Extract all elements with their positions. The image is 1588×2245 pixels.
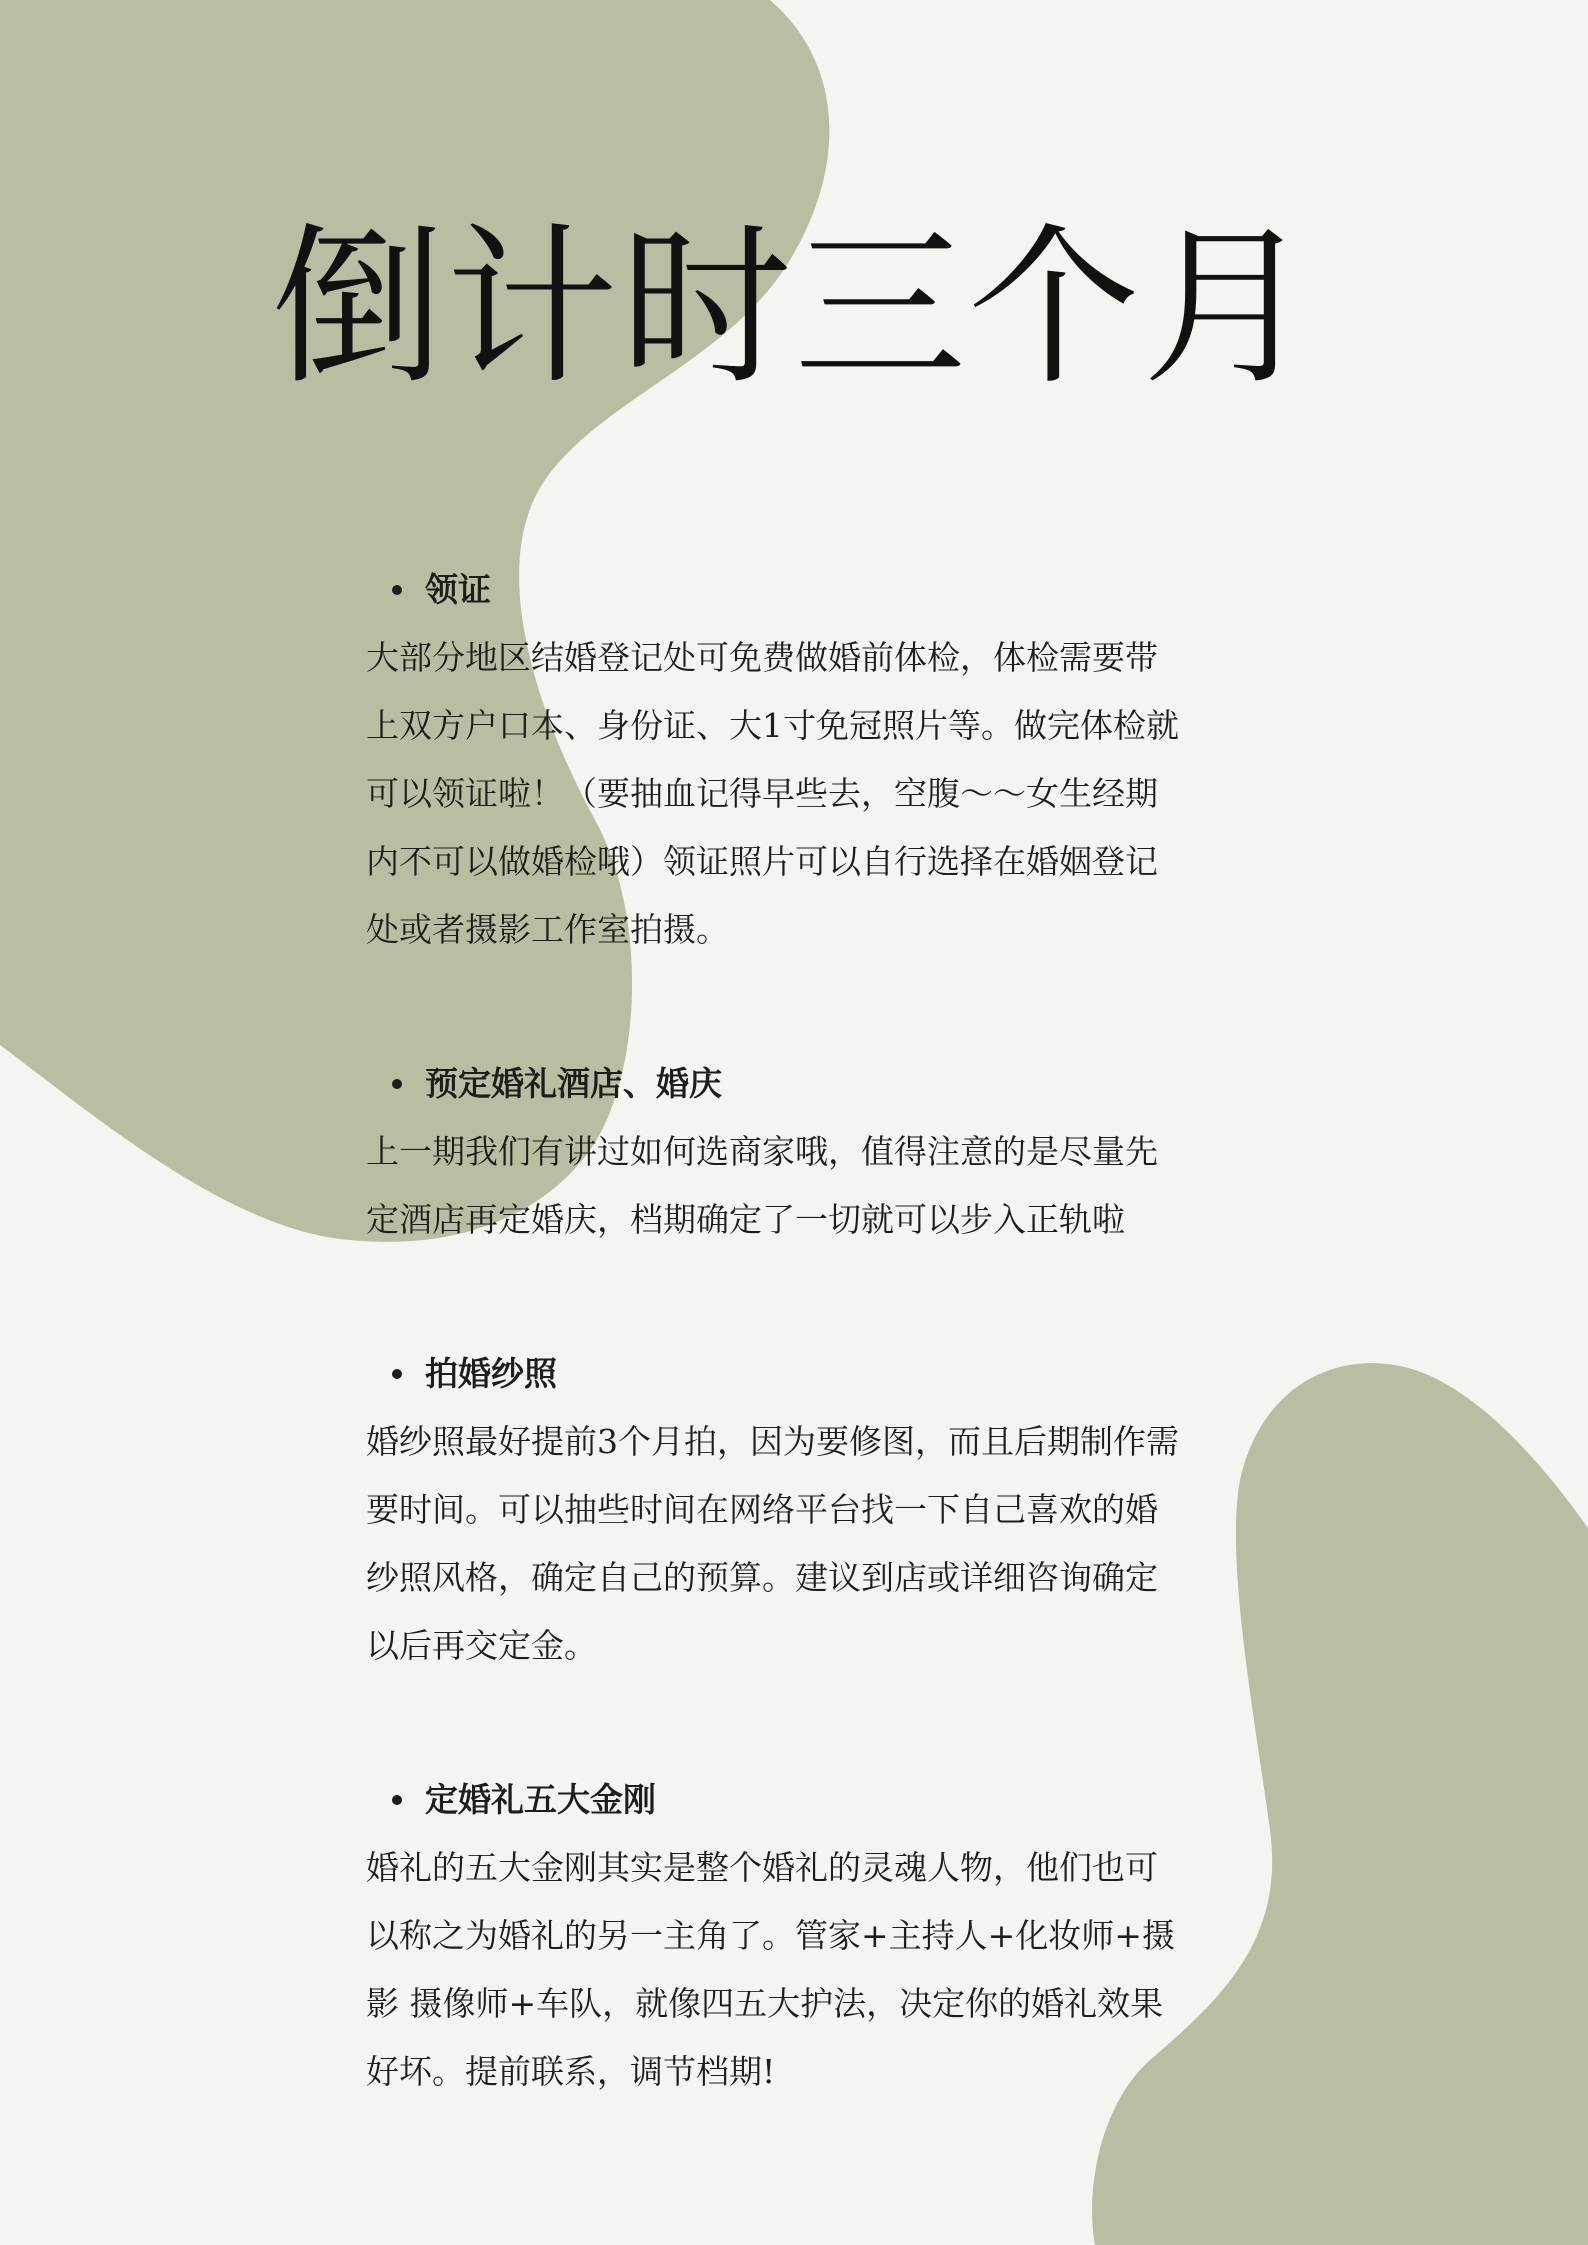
bullet-icon [392, 1079, 402, 1089]
page-title: 倒计时三个月 [272, 207, 1316, 408]
body-line: 纱照风格，确定自己的预算。建议到店或详细咨询确定 [366, 1558, 1158, 1597]
bullet-icon [392, 1795, 402, 1805]
body-line: 婚纱照最好提前3个月拍，因为要修图，而且后期制作需 [366, 1422, 1179, 1461]
section-body [366, 1834, 1226, 2106]
body-line: 影 摄像师+车队，就像四五大护法，决定你的婚礼效果 [366, 1984, 1164, 2023]
section-body [366, 1118, 1226, 1254]
body-line: 要时间。可以抽些时间在网络平台找一下自己喜欢的婚 [366, 1490, 1158, 1529]
section-heading [366, 556, 1226, 624]
body-line: 以称之为婚礼的另一主角了。管家+主持人+化妆师+摄 [366, 1916, 1175, 1955]
body-line: 大部分地区结婚登记处可免费做婚前体检，体检需要带 [366, 638, 1158, 677]
section-heading-text: 预定婚礼酒店、婚庆 [425, 1064, 722, 1103]
body-line: 以后再交定金。 [366, 1626, 597, 1665]
main-content [366, 556, 1226, 2192]
body-line: 处或者摄影工作室拍摄。 [366, 910, 729, 949]
body-line: 定酒店再定婚庆，档期确定了一切就可以步入正轨啦 [366, 1200, 1125, 1239]
section-heading-text: 拍婚纱照 [425, 1354, 557, 1393]
section-heading [366, 1340, 1226, 1408]
section-wedding-team [366, 1766, 1226, 2106]
section-heading-text: 领证 [425, 570, 491, 609]
section-body [366, 624, 1226, 964]
body-line: 内不可以做婚检哦）领证照片可以自行选择在婚姻登记 [366, 842, 1158, 881]
section-heading [366, 1050, 1226, 1118]
body-line: 上一期我们有讲过如何选商家哦，值得注意的是尽量先 [366, 1132, 1158, 1171]
body-line: 好坏。提前联系，调节档期! [366, 2052, 776, 2091]
section-body [366, 1408, 1226, 1680]
body-line: 上双方户口本、身份证、大1寸免冠照片等。做完体检就 [366, 706, 1179, 745]
body-line: 可以领证啦！（要抽血记得早些去，空腹～～女生经期 [366, 774, 1158, 813]
body-line: 婚礼的五大金刚其实是整个婚礼的灵魂人物，他们也可 [366, 1848, 1158, 1887]
section-marriage-license [366, 556, 1226, 964]
section-book-venue [366, 1050, 1226, 1254]
section-wedding-photos [366, 1340, 1226, 1680]
bullet-icon [392, 1369, 402, 1379]
section-heading [366, 1766, 1226, 1834]
bullet-icon [392, 585, 402, 595]
section-heading-text: 定婚礼五大金刚 [425, 1780, 656, 1819]
